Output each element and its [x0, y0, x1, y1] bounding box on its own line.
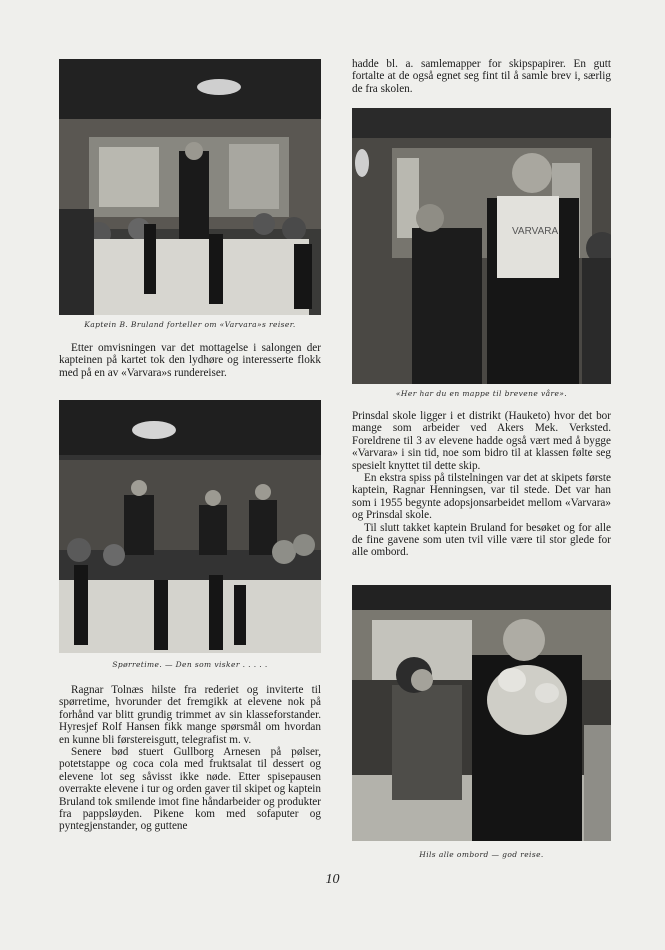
paragraph-continuation: hadde bl. a. samlemapper for skipspapirer. En gutt fortalte at de også egnet seg fint til å samle brev i, særlig de fra skolen. — [352, 58, 611, 95]
caption-photo-3: Spørretime. — Den som visker . . . . . — [112, 660, 268, 669]
photo-captain-map-salon — [59, 59, 321, 315]
svg-text:VARVARA: VARVARA — [512, 226, 559, 237]
caption-photo-2: «Her har du en mappe til brevene våre». — [395, 389, 568, 398]
right-paragraph-0 — [352, 58, 611, 95]
left-column-text — [59, 684, 321, 833]
paragraph-dinner-gifts: Senere bød stuert Gullborg Arnesen på pølser, potetstappe og coca cola med fruktsalat til dessert og elevene lot seg såvisst ikke nøde. Etter spisepausen overrakte elevene i tur og orden gaver til skipet og kaptein Bruland tok smilende imot fine håndarbeider og produkter fra pappsløyden. Pikene kom med sofaputer og pyntegjenstander, og guttene — [59, 746, 321, 833]
caption-photo-4: Hils alle ombord — god reise. — [419, 850, 544, 859]
page-number: 10 — [325, 872, 340, 887]
paragraph-reception: Etter omvisningen var det mottagelse i salongen der kapteinen på kartet tok den lydhøre og interesserte flokk med på en av «Varvara»s rundereiser. — [59, 342, 321, 379]
paragraph-prinsdal-school: Prinsdal skole ligger i et distrikt (Hauketo) hvor det bor mange som arbeider ved Akers Mek. Verksted. Foreldrene til 3 av elevene hadde også vært med å bygge «Varvara» i sin tid, noe som bidro til at klassen følte seg spesielt knyttet til dette skip. — [352, 410, 611, 472]
photo-folder-gift — [352, 108, 611, 384]
left-paragraph-1 — [59, 342, 321, 379]
right-column-text — [352, 410, 611, 559]
photo-flower-greeting — [352, 585, 611, 841]
paragraph-question-time: Ragnar Tolnæs hilste fra rederiet og inviterte til spørretime, hvorunder det fremgikk at elevene nok på forhånd var blitt grundig trimmet av sin klasseforstander. Hyresjef Rolf Hansen fikk mange spørsmål om hvordan en kunne bli førstereisgutt, telegrafist m. v. — [59, 684, 321, 746]
paragraph-thanks: Til slutt takket kaptein Bruland for besøket og for alle de fine gavene som uten tvil ville være til stor glede for alle ombord. — [352, 521, 611, 559]
paragraph-first-captain: En ekstra spiss på tilstelningen var det at skipets første kaptein, Ragnar Henningsen, var til stede. Det var han som i 1955 begynte adopsjonsarbeidet mellom «Varvara» og Prinsdal skole. — [352, 472, 611, 522]
caption-photo-1: Kaptein B. Bruland forteller om «Varvara»s reiser. — [84, 320, 296, 329]
photo-question-time — [59, 400, 321, 653]
